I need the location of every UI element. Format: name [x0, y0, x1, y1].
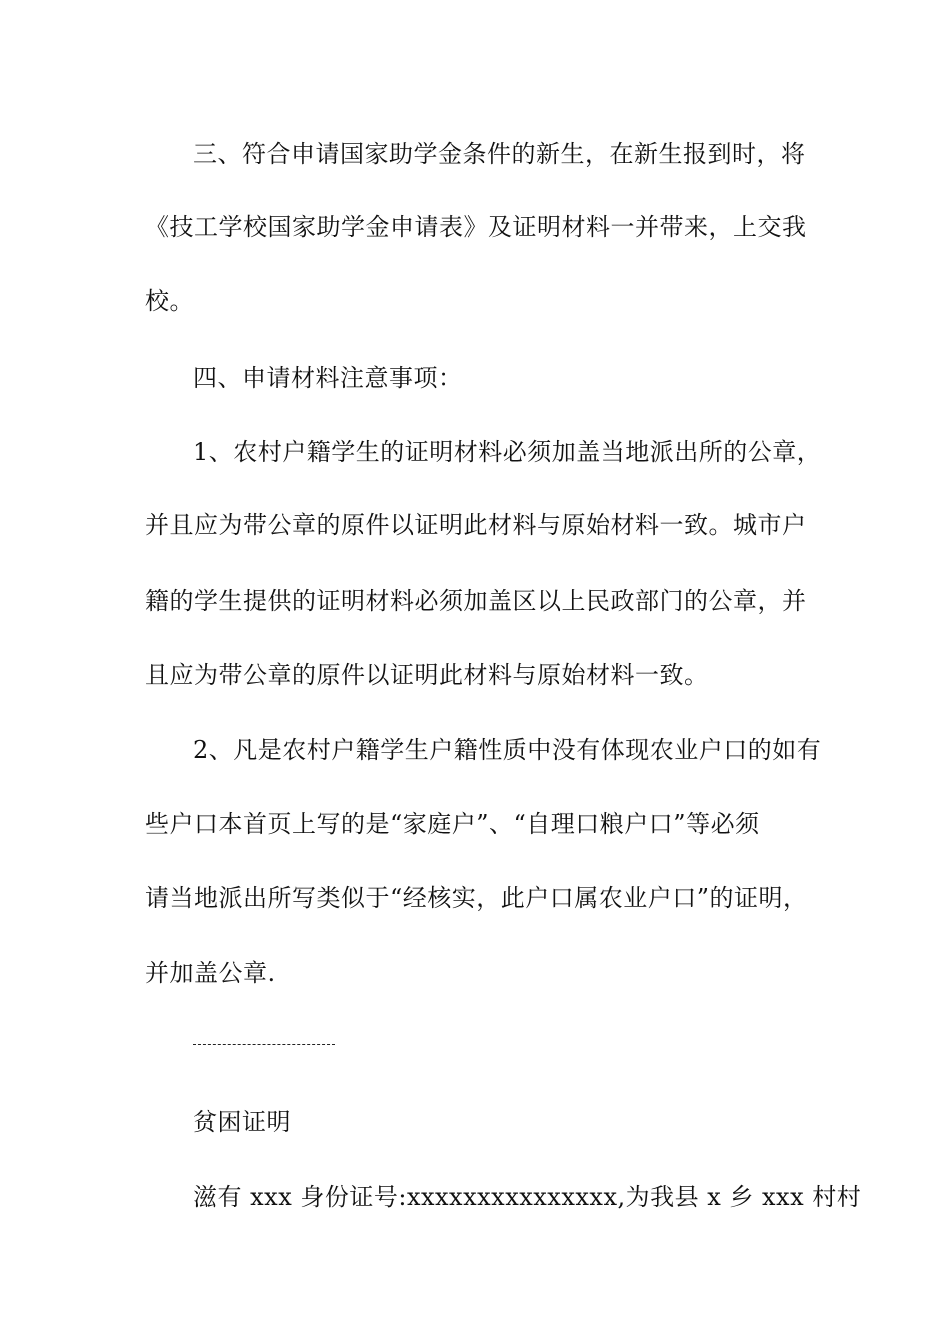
item-1-line-1: 1、农村户籍学生的证明材料必须加盖当地派出所的公章，	[193, 438, 822, 466]
poverty-certificate-title: 贫困证明	[193, 1108, 291, 1136]
item-2-line-3: 请当地派出所写类似于“经核实，此户口属农业户口”的证明，	[145, 884, 808, 912]
section-separator	[193, 1044, 335, 1045]
item-1-line-3: 籍的学生提供的证明材料必须加盖区以上民政部门的公章，并	[145, 587, 807, 615]
certificate-body-line-1: 滋有 xxx 身份证号:xxxxxxxxxxxxxxx,为我县 x 乡 xxx 村村	[193, 1183, 862, 1211]
paragraph-3-line-1: 三、符合申请国家助学金条件的新生，在新生报到时，将	[193, 140, 806, 168]
item-1-line-4: 且应为带公章的原件以证明此材料与原始材料一致。	[145, 661, 709, 689]
item-1-line-2: 并且应为带公章的原件以证明此材料与原始材料一致。城市户	[145, 511, 807, 539]
item-2-line-4: 并加盖公章.	[145, 959, 276, 987]
section-4-heading: 四、申请材料注意事项：	[193, 364, 463, 392]
item-2-line-1: 2、凡是农村户籍学生户籍性质中没有体现农业户口的如有	[193, 736, 822, 764]
paragraph-3-line-2: 《技工学校国家助学金申请表》及证明材料一并带来，上交我	[145, 213, 807, 241]
paragraph-3-line-3: 校。	[145, 287, 194, 315]
item-2-line-2: 些户口本首页上写的是“家庭户”、“自理口粮户口”等必须	[145, 810, 760, 838]
